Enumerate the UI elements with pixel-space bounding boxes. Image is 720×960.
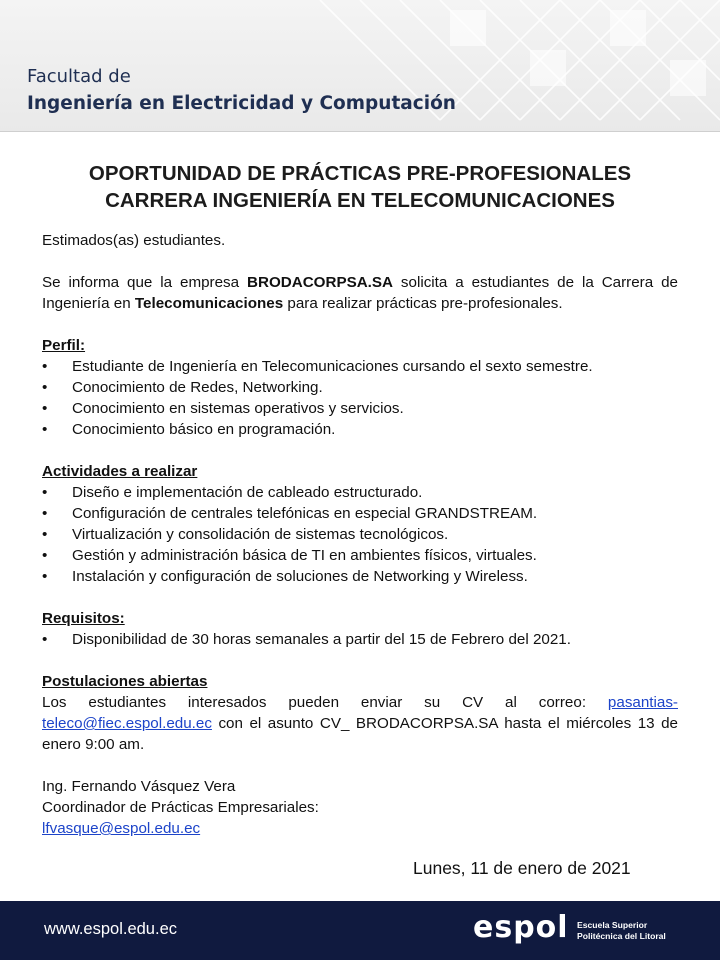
document-body: [42, 230, 678, 839]
list-item: • Virtualización y consolidación de sistemas tecnológicos.: [42, 524, 678, 545]
postulaciones-text-2: con el asunto CV_ BRODACORPSA.SA hasta el miércoles 13 de enero 9:00 am.: [42, 715, 678, 753]
intro-text-3: para realizar prácticas pre-profesionales.: [283, 295, 563, 312]
signature-email-link[interactable]: lfvasque@espol.edu.ec: [42, 820, 201, 837]
intro-text-2: solicita a estudiantes de la Carrera de Ingeniería en: [42, 274, 678, 312]
greeting: Estimados(as) estudiantes.: [42, 232, 226, 249]
list-item: • Configuración de centrales telefónicas en especial GRANDSTREAM.: [42, 503, 678, 524]
page-header: [0, 0, 720, 132]
page-footer: [0, 901, 720, 960]
postulaciones-heading: Postulaciones abiertas: [42, 673, 208, 690]
company-name: BRODACORPSA.SA: [247, 274, 393, 291]
list-item: • Conocimiento en sistemas operativos y servicios.: [42, 398, 678, 419]
actividades-list: [42, 482, 678, 587]
signature-role: Coordinador de Prácticas Empresariales:: [42, 799, 319, 816]
faculty-line-1: Facultad de: [27, 66, 131, 87]
list-item: • Disponibilidad de 30 horas semanales a partir del 15 de Febrero del 2021.: [42, 629, 678, 650]
list-item: • Estudiante de Ingeniería en Telecomunicaciones cursando el sexto semestre.: [42, 356, 678, 377]
header-divider: [0, 131, 720, 132]
requisitos-list: [42, 629, 678, 650]
signature-name: Ing. Fernando Vásquez Vera: [42, 778, 236, 795]
logo-subtitle: [577, 920, 666, 942]
perfil-heading: Perfil:: [42, 337, 86, 354]
perfil-list: [42, 356, 678, 440]
footer-url[interactable]: www.espol.edu.ec: [44, 920, 177, 938]
faculty-line-2: Ingeniería en Electricidad y Computación: [27, 93, 456, 114]
actividades-heading: Actividades a realizar: [42, 463, 198, 480]
logo-subtitle-line-2: Politécnica del Litoral: [577, 931, 666, 941]
list-item: • Conocimiento básico en programación.: [42, 419, 678, 440]
list-item: • Instalación y configuración de soluciones de Networking y Wireless.: [42, 566, 678, 587]
faculty-name: [27, 64, 456, 118]
postulaciones-text-1: Los estudiantes interesados pueden enviar su CV al correo:: [42, 694, 608, 711]
application-email-link[interactable]: pasantias-teleco@fiec.espol.edu.ec: [42, 694, 678, 732]
page-title: [20, 160, 700, 214]
career-name: Telecomunicaciones: [134, 295, 284, 312]
logo-subtitle-line-1: Escuela Superior: [577, 920, 648, 930]
list-item: • Conocimiento de Redes, Networking.: [42, 377, 678, 398]
logo-word: espol: [473, 910, 569, 945]
list-item: • Gestión y administración básica de TI en ambientes físicos, virtuales.: [42, 545, 678, 566]
intro-paragraph: [42, 272, 678, 314]
postulaciones-paragraph: [42, 692, 678, 755]
requisitos-heading: Requisitos:: [42, 610, 125, 627]
title-line-2: CARRERA INGENIERÍA EN TELECOMUNICACIONES: [105, 189, 615, 212]
list-item: • Diseño e implementación de cableado estructurado.: [42, 482, 678, 503]
document-date: Lunes, 11 de enero de 2021: [413, 858, 631, 878]
intro-text-1: Se informa que la empresa: [42, 274, 248, 291]
title-line-1: OPORTUNIDAD DE PRÁCTICAS PRE-PROFESIONALES: [88, 162, 632, 185]
